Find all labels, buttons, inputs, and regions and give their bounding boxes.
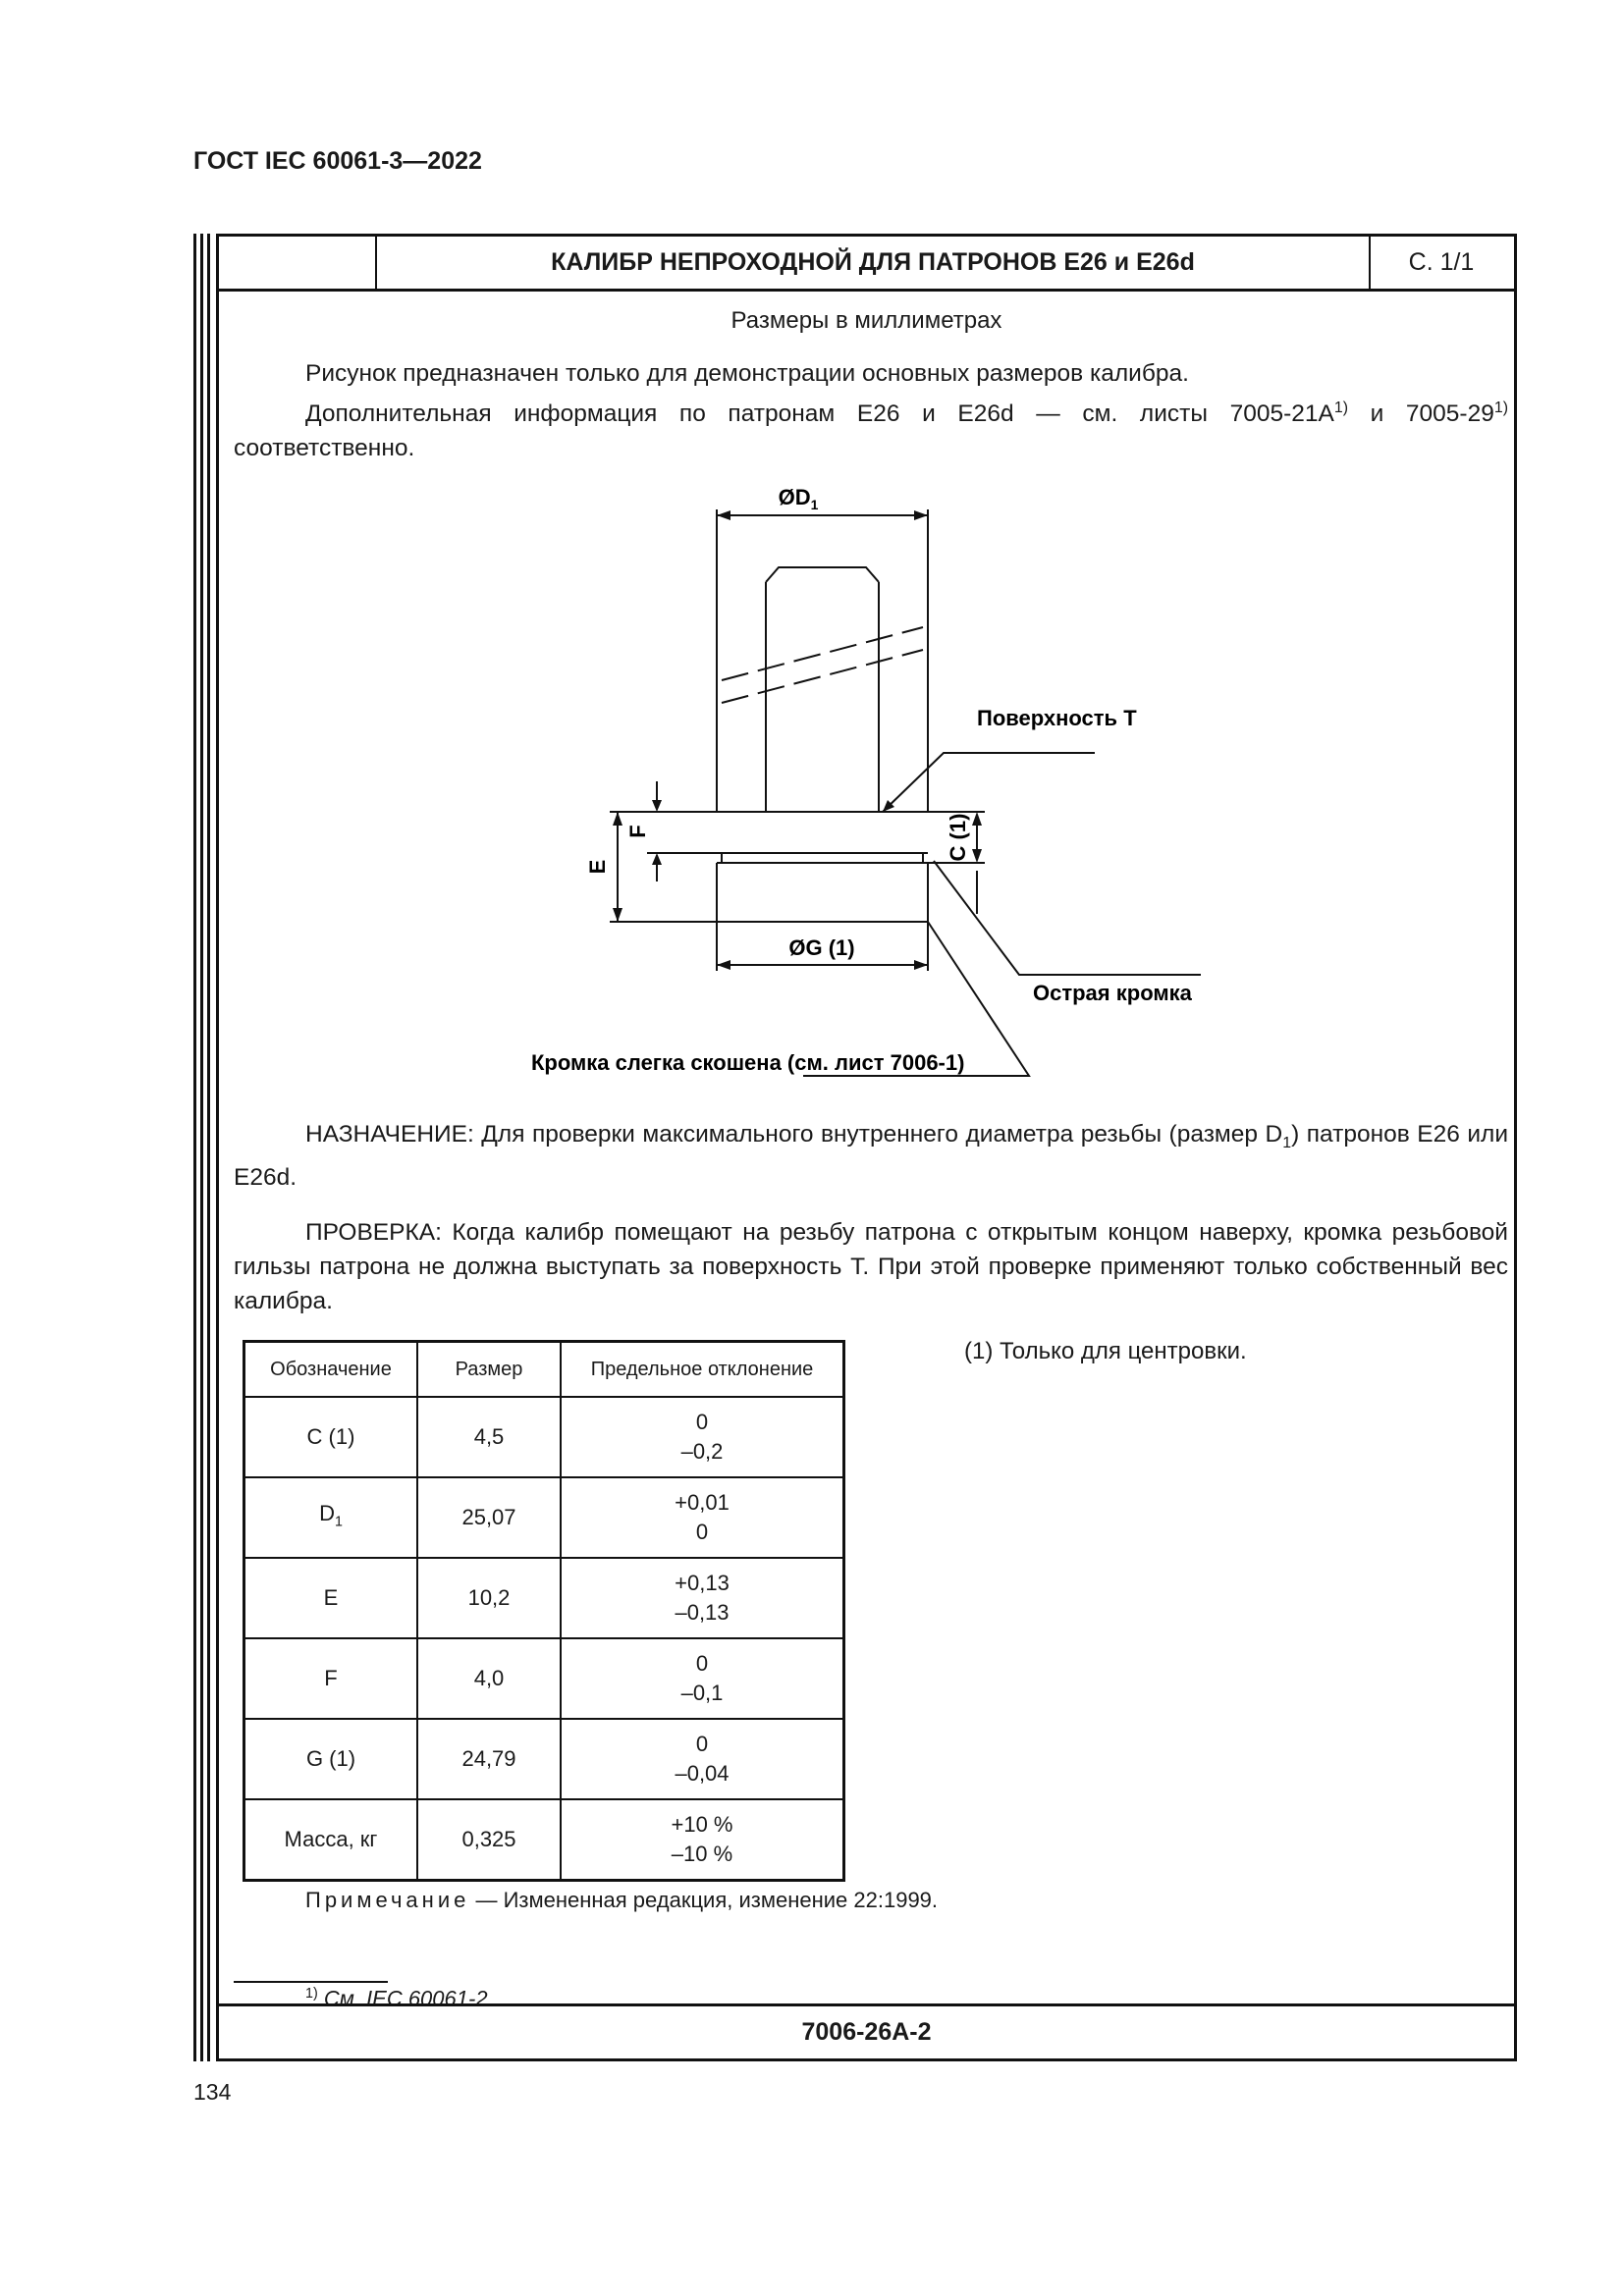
- surface-t-label: Поверхность T: [977, 706, 1137, 730]
- footnote-ref: 1): [1333, 400, 1348, 416]
- sheet-footer: 7006-26A-2: [219, 2003, 1514, 2058]
- designation-cell: F: [244, 1638, 418, 1719]
- size-cell: 10,2: [417, 1558, 561, 1638]
- tolerance-cell: 0 –0,2: [561, 1397, 844, 1477]
- tolerance-cell: 0 –0,04: [561, 1719, 844, 1799]
- dim-label-g: ØG (1): [788, 935, 855, 960]
- intro-line-2-pre: Дополнительная информация по патронам E26 и E26d — см. листы 7005-21A: [305, 400, 1334, 428]
- table-row: [244, 1477, 844, 1558]
- tolerance-cell: +0,01 0: [561, 1477, 844, 1558]
- designation-cell: E: [244, 1558, 418, 1638]
- table-header-row: [244, 1342, 844, 1398]
- page-number: 134: [193, 2079, 232, 2105]
- units-note: Размеры в миллиметрах: [730, 307, 1002, 334]
- footnote-rule: [234, 1981, 388, 1983]
- dim-label-e: E: [585, 859, 610, 875]
- dim-label-f: F: [625, 825, 650, 838]
- purpose-pre: НАЗНАЧЕНИЕ: Для проверки максимального внутреннего диаметра резьбы (размер D: [305, 1121, 1283, 1148]
- sheet-frame: [216, 234, 1517, 2061]
- purpose-post: ) патронов E26 или E26d.: [234, 1121, 1508, 1191]
- sheet-number: С. 1/1: [1408, 248, 1475, 276]
- sharp-edge-label: Острая кромка: [1033, 981, 1192, 1005]
- gauge-drawing: [219, 237, 1514, 1100]
- note-label: Примечание: [305, 1888, 470, 1912]
- column-header: Размер: [417, 1342, 561, 1398]
- intro-line-2-mid: и 7005-29: [1348, 400, 1494, 428]
- tolerance-cell: +10 % –10 %: [561, 1799, 844, 1881]
- size-cell: 4,0: [417, 1638, 561, 1719]
- size-cell: 4,5: [417, 1397, 561, 1477]
- sheet-title: КАЛИБР НЕПРОХОДНОЙ ДЛЯ ПАТРОНОВ E26 и E26d: [375, 237, 1371, 289]
- table-row: [244, 1397, 844, 1477]
- note-text: — Измененная редакция, изменение 22:1999.: [469, 1888, 939, 1912]
- table-row: [244, 1558, 844, 1638]
- check-body: ПРОВЕРКА: Когда калибр помещают на резьбу патрона с открытым концом наверху, кромка резьбовой гильзы патрона не должна выступать за поверхность T. При этой проверке применяют только собственный вес калибра.: [234, 1219, 1508, 1314]
- size-cell: 24,79: [417, 1719, 561, 1799]
- margin-line: [193, 234, 196, 2061]
- dim-label-c: C (1): [946, 813, 970, 862]
- footnote-text: См. IEC 60061-2.: [323, 1986, 494, 2011]
- intro-line-1: Рисунок предназначен только для демонстрации основных размеров калибра.: [305, 360, 1189, 387]
- column-header: Предельное отклонение: [561, 1342, 844, 1398]
- check-text: [234, 1215, 1508, 1318]
- table-row: [244, 1799, 844, 1881]
- footnote-ref: 1): [1493, 400, 1508, 416]
- table-row: [244, 1638, 844, 1719]
- column-header: Обозначение: [244, 1342, 418, 1398]
- designation-cell: C (1): [244, 1397, 418, 1477]
- table-row: [244, 1719, 844, 1799]
- purpose-text: [234, 1117, 1508, 1195]
- designation-cell: G (1): [244, 1719, 418, 1799]
- footnote-mark: 1): [305, 1986, 318, 2002]
- chamfer-label: Кромка слегка скошена (см. лист 7006-1): [531, 1050, 965, 1075]
- size-cell: 25,07: [417, 1477, 561, 1558]
- tolerance-cell: +0,13 –0,13: [561, 1558, 844, 1638]
- dim-label-d1: $ØD_1$: [778, 485, 819, 512]
- margin-line: [200, 234, 203, 2061]
- document-code: ГОСТ IEC 60061-3—2022: [193, 147, 482, 175]
- centering-note: (1) Только для центровки.: [964, 1338, 1247, 1364]
- margin-line: [207, 234, 210, 2061]
- change-note: [305, 1888, 938, 1913]
- designation-cell: $D_1$: [244, 1477, 418, 1558]
- tolerance-cell: 0 –0,1: [561, 1638, 844, 1719]
- intro-line-2-post: соответственно.: [234, 435, 415, 462]
- purpose-sub: 1: [1282, 1134, 1292, 1151]
- designation-cell: Масса, кг: [244, 1799, 418, 1881]
- dimensions-table: [243, 1340, 845, 1882]
- size-cell: 0,325: [417, 1799, 561, 1881]
